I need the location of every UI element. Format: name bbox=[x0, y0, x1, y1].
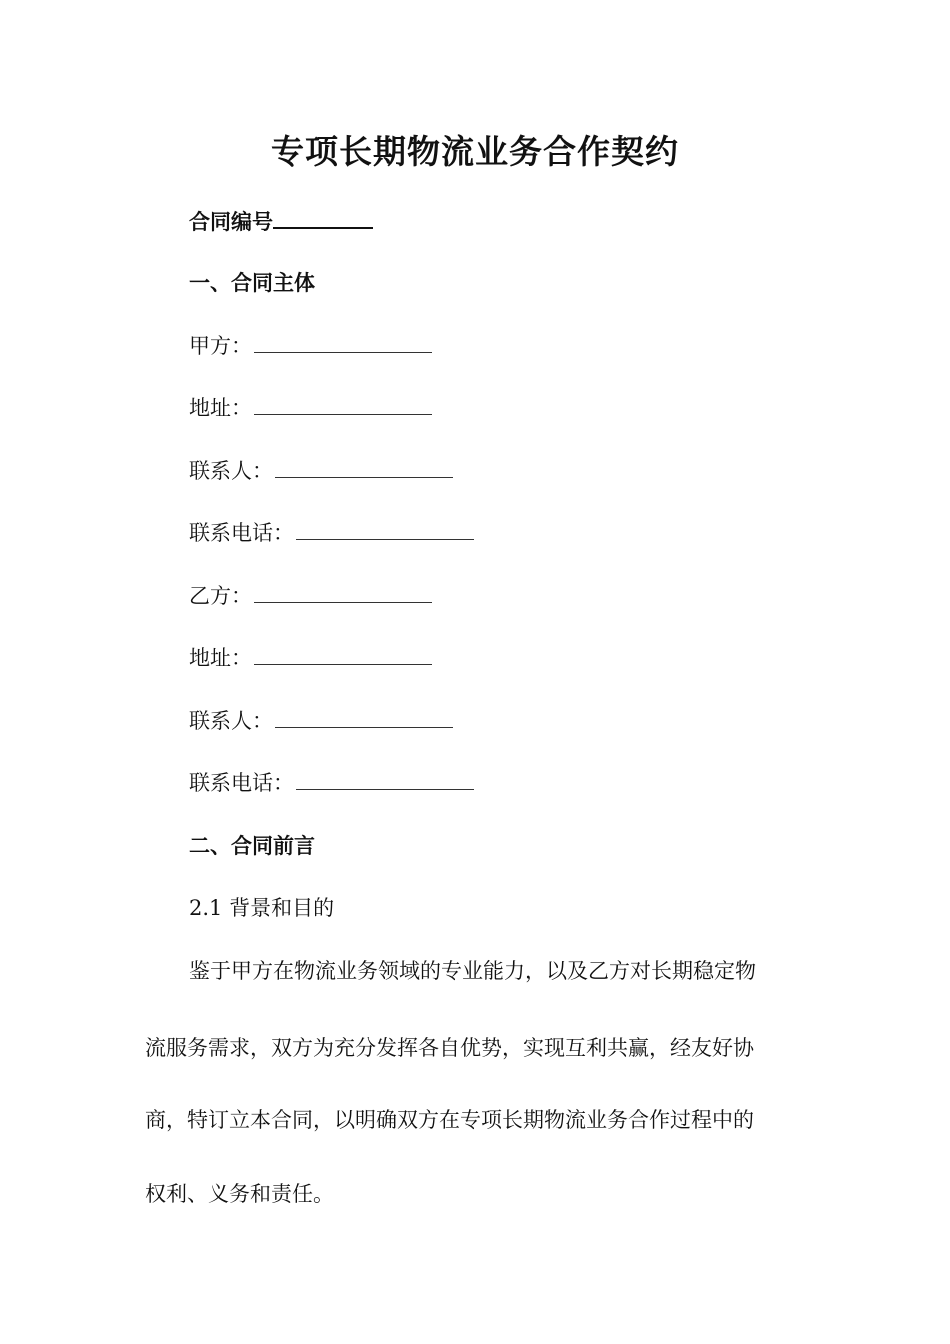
party-b-address-blank bbox=[254, 644, 432, 665]
party-b-label: 乙方： bbox=[189, 584, 252, 608]
subsection-2-1-heading: 2.1 背景和目的 bbox=[189, 896, 335, 920]
party-a-contact-blank bbox=[275, 457, 453, 478]
party-a-address-label: 地址： bbox=[189, 396, 252, 420]
party-a-label: 甲方： bbox=[189, 334, 252, 358]
document-title: 专项长期物流业务合作契约 bbox=[271, 132, 679, 171]
preamble-line-2: 流服务需求，双方为充分发挥各自优势，实现互利共赢，经友好协 bbox=[145, 1036, 754, 1060]
party-a-address-blank bbox=[254, 394, 432, 415]
contract-number-label: 合同编号 bbox=[189, 209, 273, 234]
party-a-phone-line bbox=[189, 518, 474, 548]
party-b-contact-blank bbox=[275, 707, 453, 728]
party-a-contact-label: 联系人： bbox=[189, 459, 273, 483]
party-b-phone-blank bbox=[296, 769, 474, 790]
section-1-heading: 一、合同主体 bbox=[189, 270, 315, 295]
party-b-phone-label: 联系电话： bbox=[189, 771, 294, 795]
party-b-phone-line bbox=[189, 768, 474, 798]
contract-number-line bbox=[189, 205, 373, 237]
preamble-line-1: 鉴于甲方在物流业务领域的专业能力，以及乙方对长期稳定物 bbox=[189, 959, 756, 983]
party-b-address-label: 地址： bbox=[189, 646, 252, 670]
party-a-contact-line bbox=[189, 456, 453, 486]
party-b-blank bbox=[254, 582, 432, 603]
contract-number-blank bbox=[273, 205, 373, 229]
party-b-line bbox=[189, 581, 432, 611]
party-a-blank bbox=[254, 332, 432, 353]
section-2-heading: 二、合同前言 bbox=[189, 833, 315, 858]
party-a-address-line bbox=[189, 393, 432, 423]
party-a-phone-blank bbox=[296, 519, 474, 540]
party-a-line bbox=[189, 331, 432, 361]
party-a-phone-label: 联系电话： bbox=[189, 521, 294, 545]
party-b-address-line bbox=[189, 643, 432, 673]
preamble-line-3: 商，特订立本合同，以明确双方在专项长期物流业务合作过程中的 bbox=[145, 1108, 754, 1132]
party-b-contact-line bbox=[189, 706, 453, 736]
party-b-contact-label: 联系人： bbox=[189, 709, 273, 733]
preamble-line-4: 权利、义务和责任。 bbox=[145, 1182, 334, 1206]
